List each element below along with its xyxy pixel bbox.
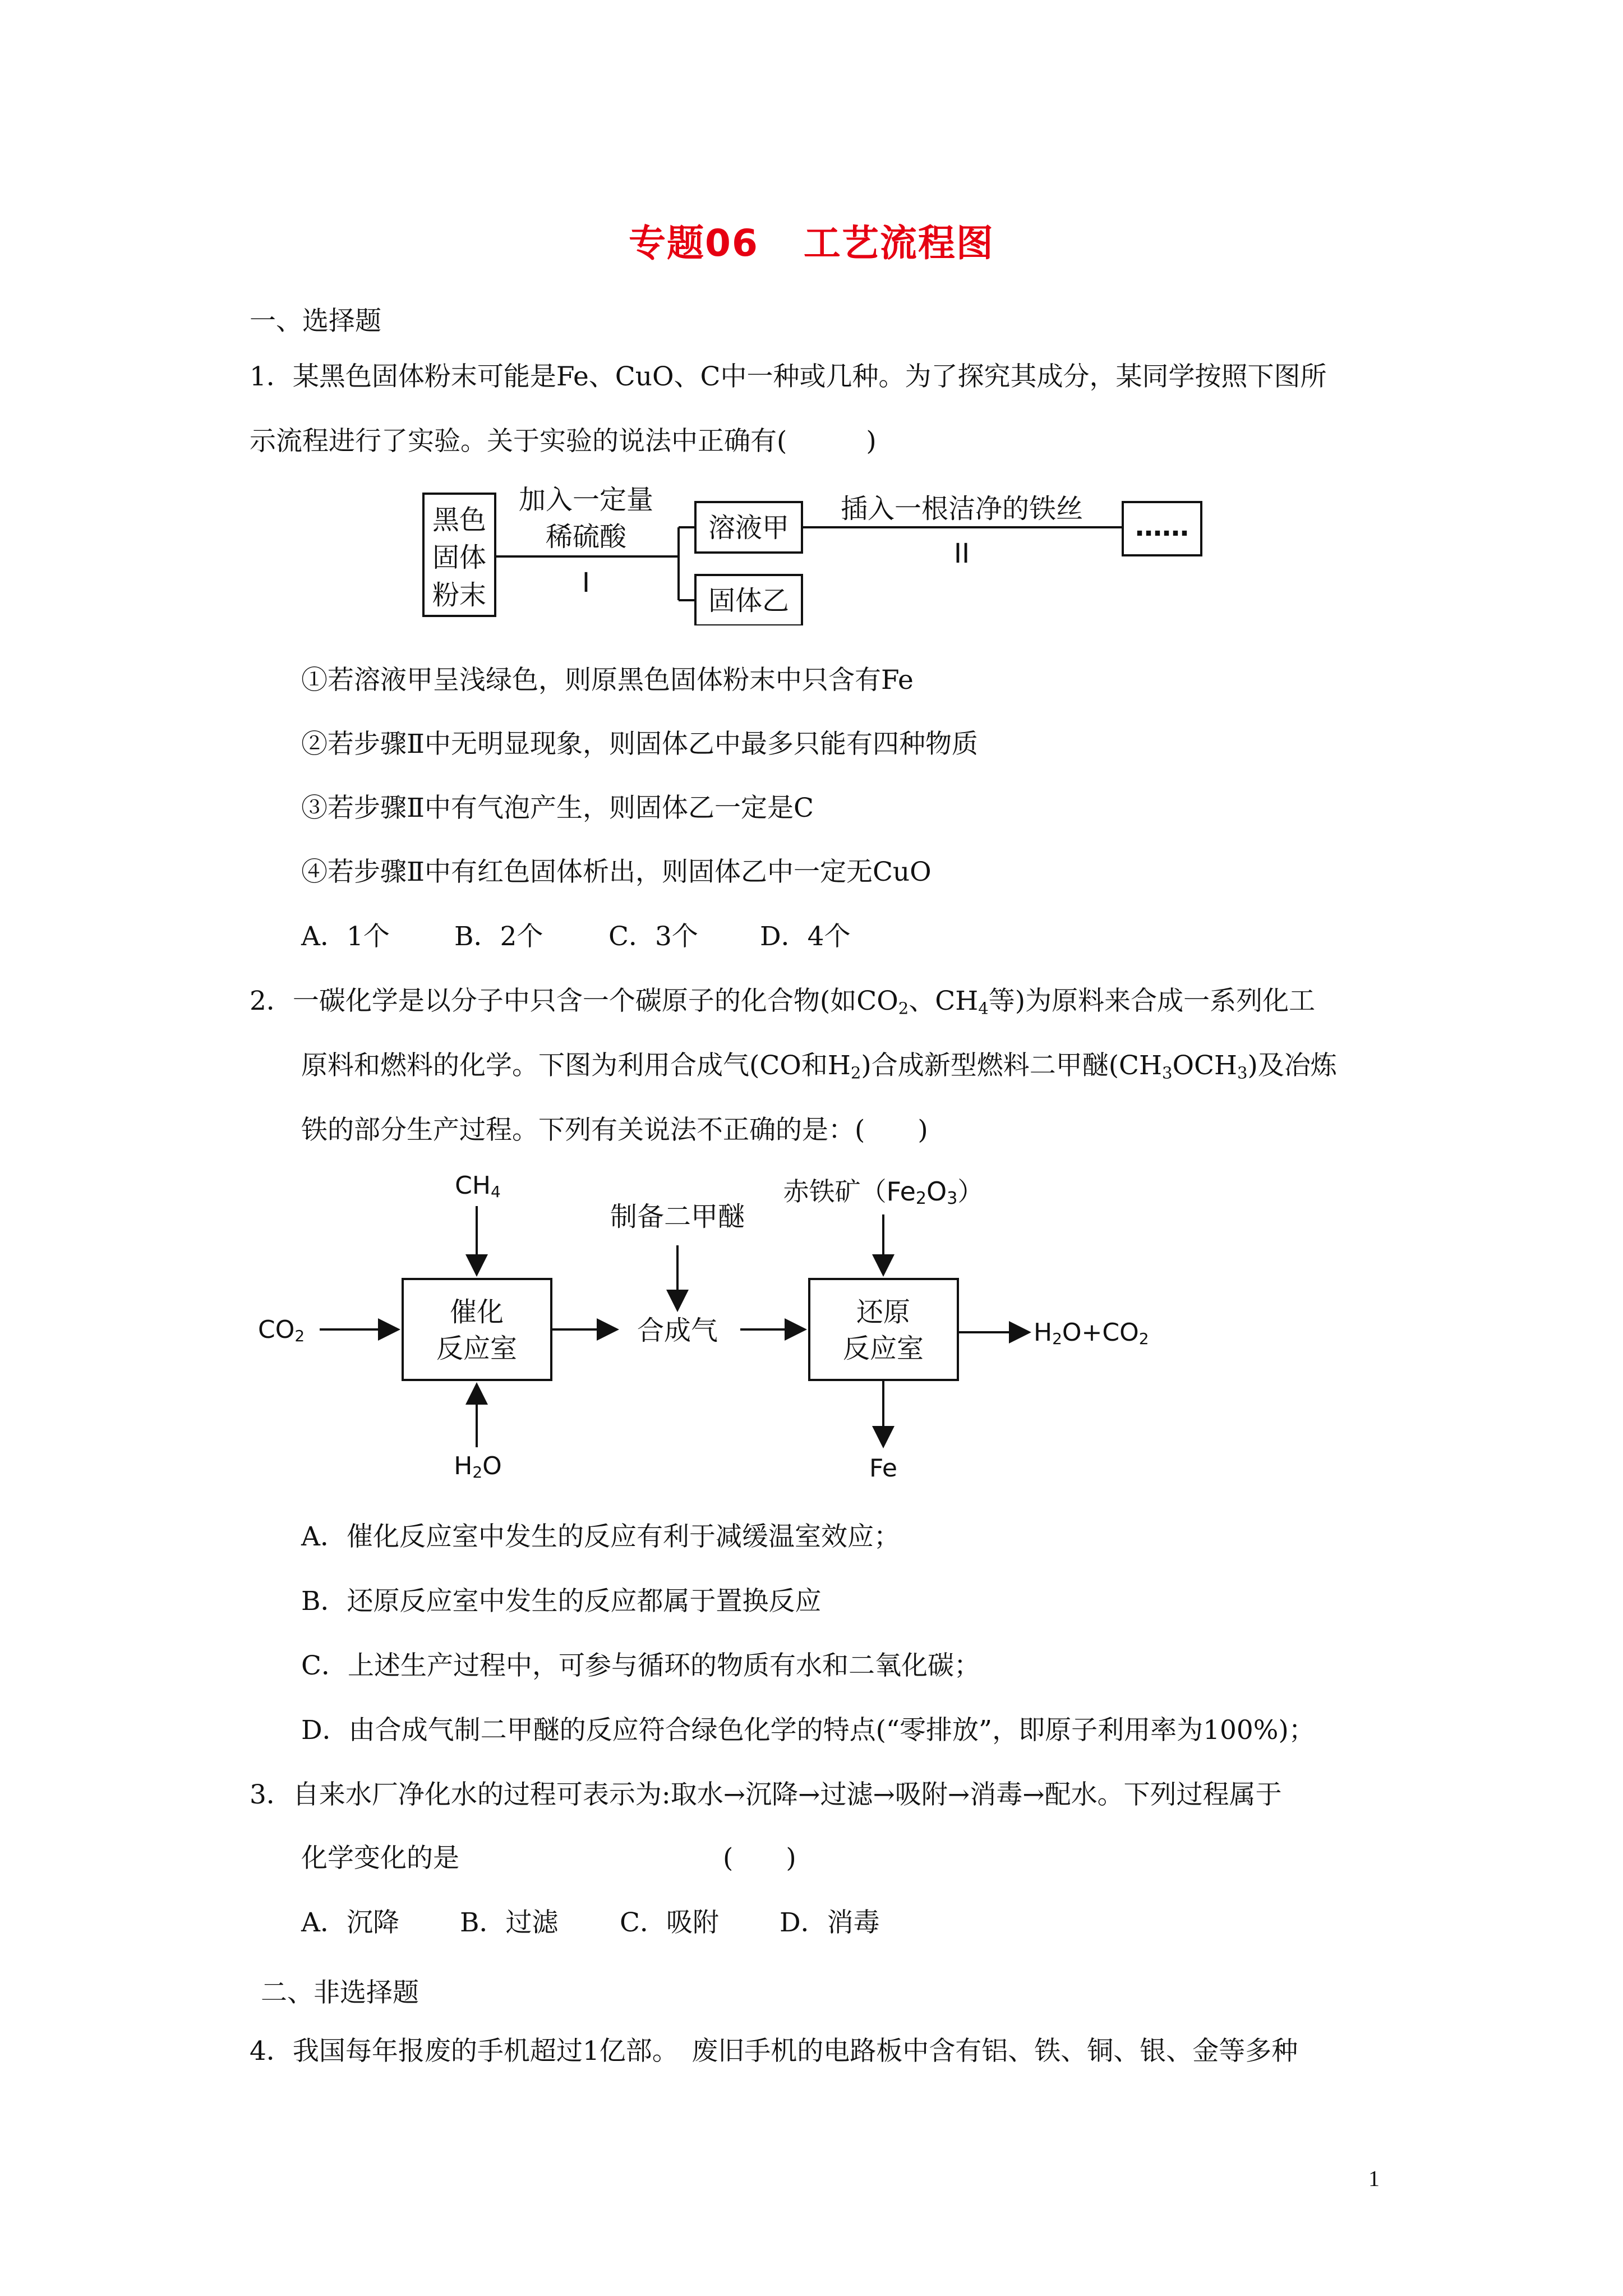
page-title (0, 213, 1623, 266)
title-subject: 工艺流程图 (803, 222, 994, 265)
q1-option-b: B．2个 (454, 921, 543, 952)
q1-statement-2: ②若步骤Ⅱ中无明显现象，则固体乙中最多只能有四种物质 (301, 729, 978, 760)
q1-option-c: C．3个 (608, 921, 698, 952)
q1-statement-3: ③若步骤Ⅱ中有气泡产生，则固体乙一定是C (301, 793, 814, 823)
q1-box-end-label: …… (1135, 511, 1189, 542)
q3-option-b: B．过滤 (460, 1907, 559, 1938)
q3-option-c: C．吸附 (620, 1907, 719, 1938)
q1-step2-number: II (953, 538, 970, 569)
q1-step1-number: I (582, 567, 591, 599)
q3-option-a: A．沉降 (301, 1907, 399, 1938)
q1-statement-1: ①若溶液甲呈浅绿色，则原黑色固体粉末中只含有Fe (301, 665, 914, 696)
title-topic: 专题06 (629, 222, 759, 265)
section-heading-choice: 一、选择题 (250, 306, 381, 337)
q2-stem-line1: 2．一碳化学是以分子中只含一个碳原子的化合物(如$CO_2$、$CH_4$等)为原料来合成一系列化工 (250, 986, 1316, 1018)
q1-stem-line1: 1．某黑色固体粉末可能是Fe、CuO、C中一种或几种。为了探究其成分，某同学按照下图所 (250, 361, 1327, 392)
q1-flow-diagram (415, 480, 1223, 625)
q1-option-a: A．1个 (301, 921, 390, 952)
q1-box-start-line1: 黑色 (432, 504, 487, 536)
q1-box-solid-label: 固体乙 (708, 585, 790, 616)
q2-output-label: H2O+CO2 (1034, 1318, 1149, 1348)
q2-box2-line2: 反应室 (842, 1333, 924, 1364)
q1-box-start-line3: 粉末 (432, 579, 487, 611)
q4-stem-line1: 4．我国每年报废的手机超过1亿部。 废旧手机的电路板中含有铝、铁、铜、银、金等多种 (250, 2036, 1298, 2067)
q3-option-d: D．消毒 (780, 1907, 880, 1938)
q2-h2o-label: H2O (454, 1452, 502, 1481)
q1-step1-label-top: 加入一定量 (518, 484, 654, 516)
q2-option-d: D．由合成气制二甲醚的反应符合绿色化学的特点(“零排放”，即原子利用率为100%)； (301, 1715, 1315, 1746)
q2-syngas-label: 合成气 (637, 1315, 718, 1346)
q1-stem-line2: 示流程进行了实验。关于实验的说法中正确有( ) (250, 426, 877, 457)
section-heading-nonchoice: 二、非选择题 (261, 1977, 419, 2008)
q2-box2-line1: 还原 (856, 1296, 911, 1328)
q2-process-diagram (247, 1167, 1200, 1492)
page-number: 1 (1368, 2166, 1380, 2191)
q2-option-b: B．还原反应室中发生的反应都属于置换反应 (301, 1586, 822, 1617)
q3-stem-line1: 3．自来水厂净化水的过程可表示为:取水→沉降→过滤→吸附→消毒→配水。下列过程属于 (250, 1779, 1282, 1810)
q3-stem-line2: 化学变化的是 ( ) (301, 1843, 796, 1874)
q2-prepare-label: 制备二甲醚 (610, 1201, 745, 1232)
q2-stem-line2: 原料和燃料的化学。下图为利用合成气(CO和$H_2$)合成新型燃料二甲醚$(CH_3OCH_3)$及冶炼 (301, 1050, 1337, 1083)
q1-option-d: D．4个 (760, 921, 851, 952)
q1-box-start-line2: 固体 (432, 542, 487, 573)
q1-step2-label-top: 插入一根洁净的铁丝 (840, 493, 1083, 524)
q2-stem-line3: 铁的部分生产过程。下列有关说法不正确的是：( ) (301, 1115, 928, 1145)
q2-option-a: A．催化反应室中发生的反应有利于减缓温室效应； (301, 1521, 900, 1552)
q2-box1-line2: 反应室 (436, 1333, 518, 1364)
q2-box-reduction (809, 1279, 958, 1380)
q2-option-c: C．上述生产过程中，可参与循环的物质有水和二氧化碳； (301, 1650, 980, 1681)
q2-ore-label: 赤铁矿（Fe2O3） (783, 1176, 984, 1208)
q2-box1-line1: 催化 (449, 1296, 504, 1328)
q2-ch4-label: CH4 (455, 1171, 501, 1201)
q2-box-catalytic (403, 1279, 551, 1380)
q1-statement-4: ④若步骤Ⅱ中有红色固体析出，则固体乙中一定无CuO (301, 857, 932, 887)
q2-fe-label: Fe (869, 1454, 897, 1483)
q1-box-solution-label: 溶液甲 (708, 512, 790, 544)
q1-step1-label-mid: 稀硫酸 (545, 521, 627, 553)
q2-co2-label: CO2 (258, 1315, 305, 1345)
